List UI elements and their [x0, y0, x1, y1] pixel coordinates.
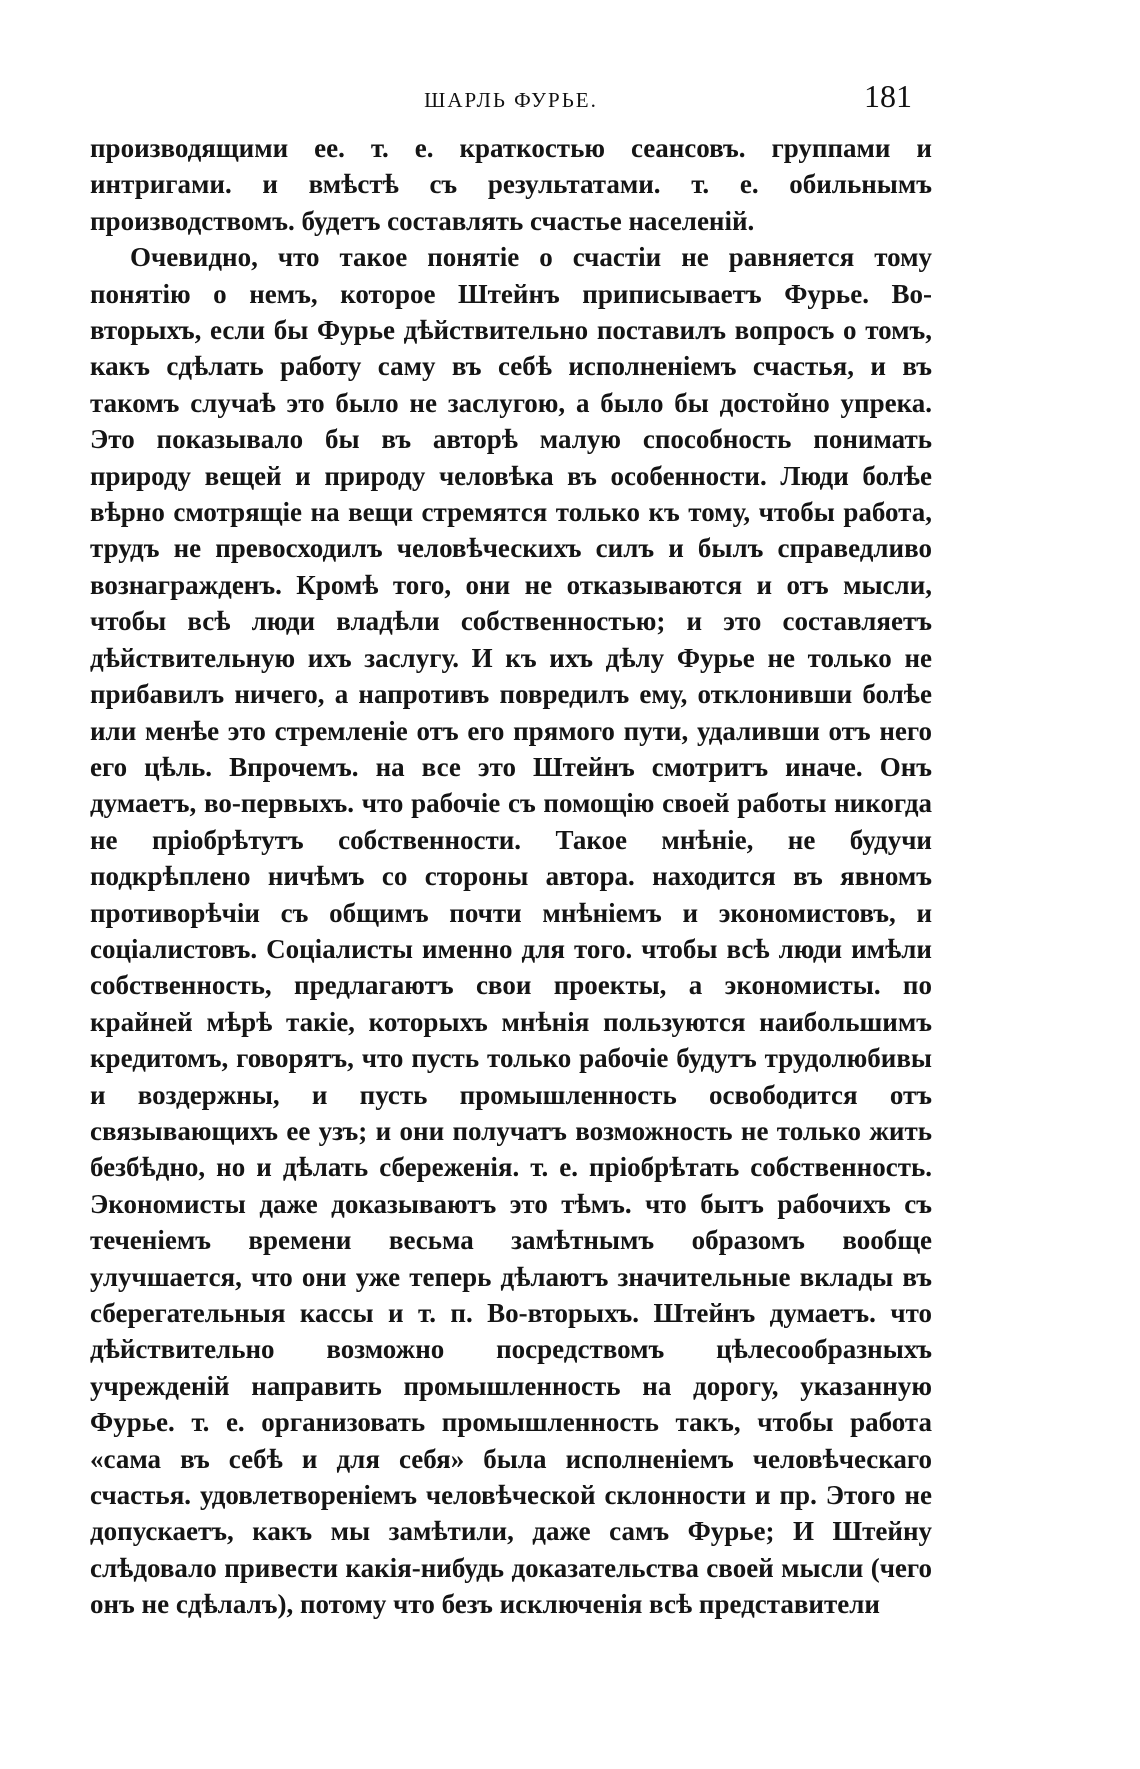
running-title: ШАРЛЬ ФУРЬЕ. [424, 88, 598, 112]
book-page [90, 70, 932, 1750]
paragraph-main: Очевидно, что такое понятіе о счастіи не равняется тому понятію о немъ, которое Штейнъ приписываетъ Фурье. Во-вторыхъ, если бы Фурье дѣйствительно поставилъ вопросъ о томъ, какъ сдѣлать работу саму въ себѣ исполненіемъ счастья, и въ такомъ случаѣ это было не заслугою, а было бы достойно упрека. Это показывало бы въ авторѣ малую способность понимать природу вещей и природу человѣка въ особенности. Люди болѣе вѣрно смотрящіе на вещи стремятся только къ тому, чтобы работа, трудъ не превосходилъ человѣческихъ силъ и былъ справедливо вознагражденъ. Кромѣ того, они не отказываются и отъ мысли, чтобы всѣ люди владѣли собственностью; и это составляетъ дѣйствительную ихъ заслугу. И къ ихъ дѣлу Фурье не только не прибавилъ ничего, а напротивъ повредилъ ему, отклонивши болѣе или менѣе это стремленіе отъ его прямого пути, удаливши отъ него его цѣль. Впрочемъ. на все это Штейнъ смотритъ иначе. Онъ думаетъ, во-первыхъ. что рабочіе съ помощію своей работы никогда не пріобрѣтутъ собственности. Такое мнѣніе, не будучи подкрѣплено ничѣмъ со стороны автора. находится въ явномъ противорѣчіи съ общимъ почти мнѣніемъ и экономистовъ, и соціалистовъ. Соціалисты именно для того. чтобы всѣ люди имѣли собственность, предлагаютъ свои проекты, а экономисты. по крайней мѣрѣ такіе, которыхъ мнѣнія пользуются наибольшимъ кредитомъ, говорятъ, что пусть только рабочіе будутъ трудолюбивы и воздержны, и пусть промышленность освободится отъ связывающихъ ее узъ; и они получатъ возможность не только жить безбѣдно, но и дѣлать сбереженія. т. е. пріобрѣтать собственность. Экономисты даже доказываютъ это тѣмъ. что бытъ рабочихъ съ теченіемъ времени весьма замѣтнымъ образомъ вообще улучшается, что они уже теперь дѣлаютъ значительные вклады въ сберегательныя кассы и т. п. Во-вторыхъ. Штейнъ думаетъ. что дѣйствительно возможно посредствомъ цѣлесообразныхъ учрежденій направить промышленность на дорогу, указанную Фурье. т. е. организовать промышленность такъ, чтобы работа «сама въ себѣ и для себя» была исполненіемъ человѣческаго счастья. удовлетвореніемъ человѣческой склонности и пр. Этого не допускаетъ, какъ мы замѣтили, даже самъ Фурье; И Штейну слѣдовало привести какія-нибудь доказательства своей мысли (чего онъ не сдѣлалъ), потому что безъ исключенія всѣ представители [90, 242, 932, 1620]
page-number: 181 [864, 78, 912, 114]
running-head [90, 70, 932, 130]
body-text [90, 130, 932, 1623]
paragraph-continuation: производящими ее. т. е. краткостью сеансовъ. группами и интригами. и вмѣстѣ съ результатами. т. е. обильнымъ производствомъ. будетъ составлять счастье населеній. [90, 133, 932, 236]
